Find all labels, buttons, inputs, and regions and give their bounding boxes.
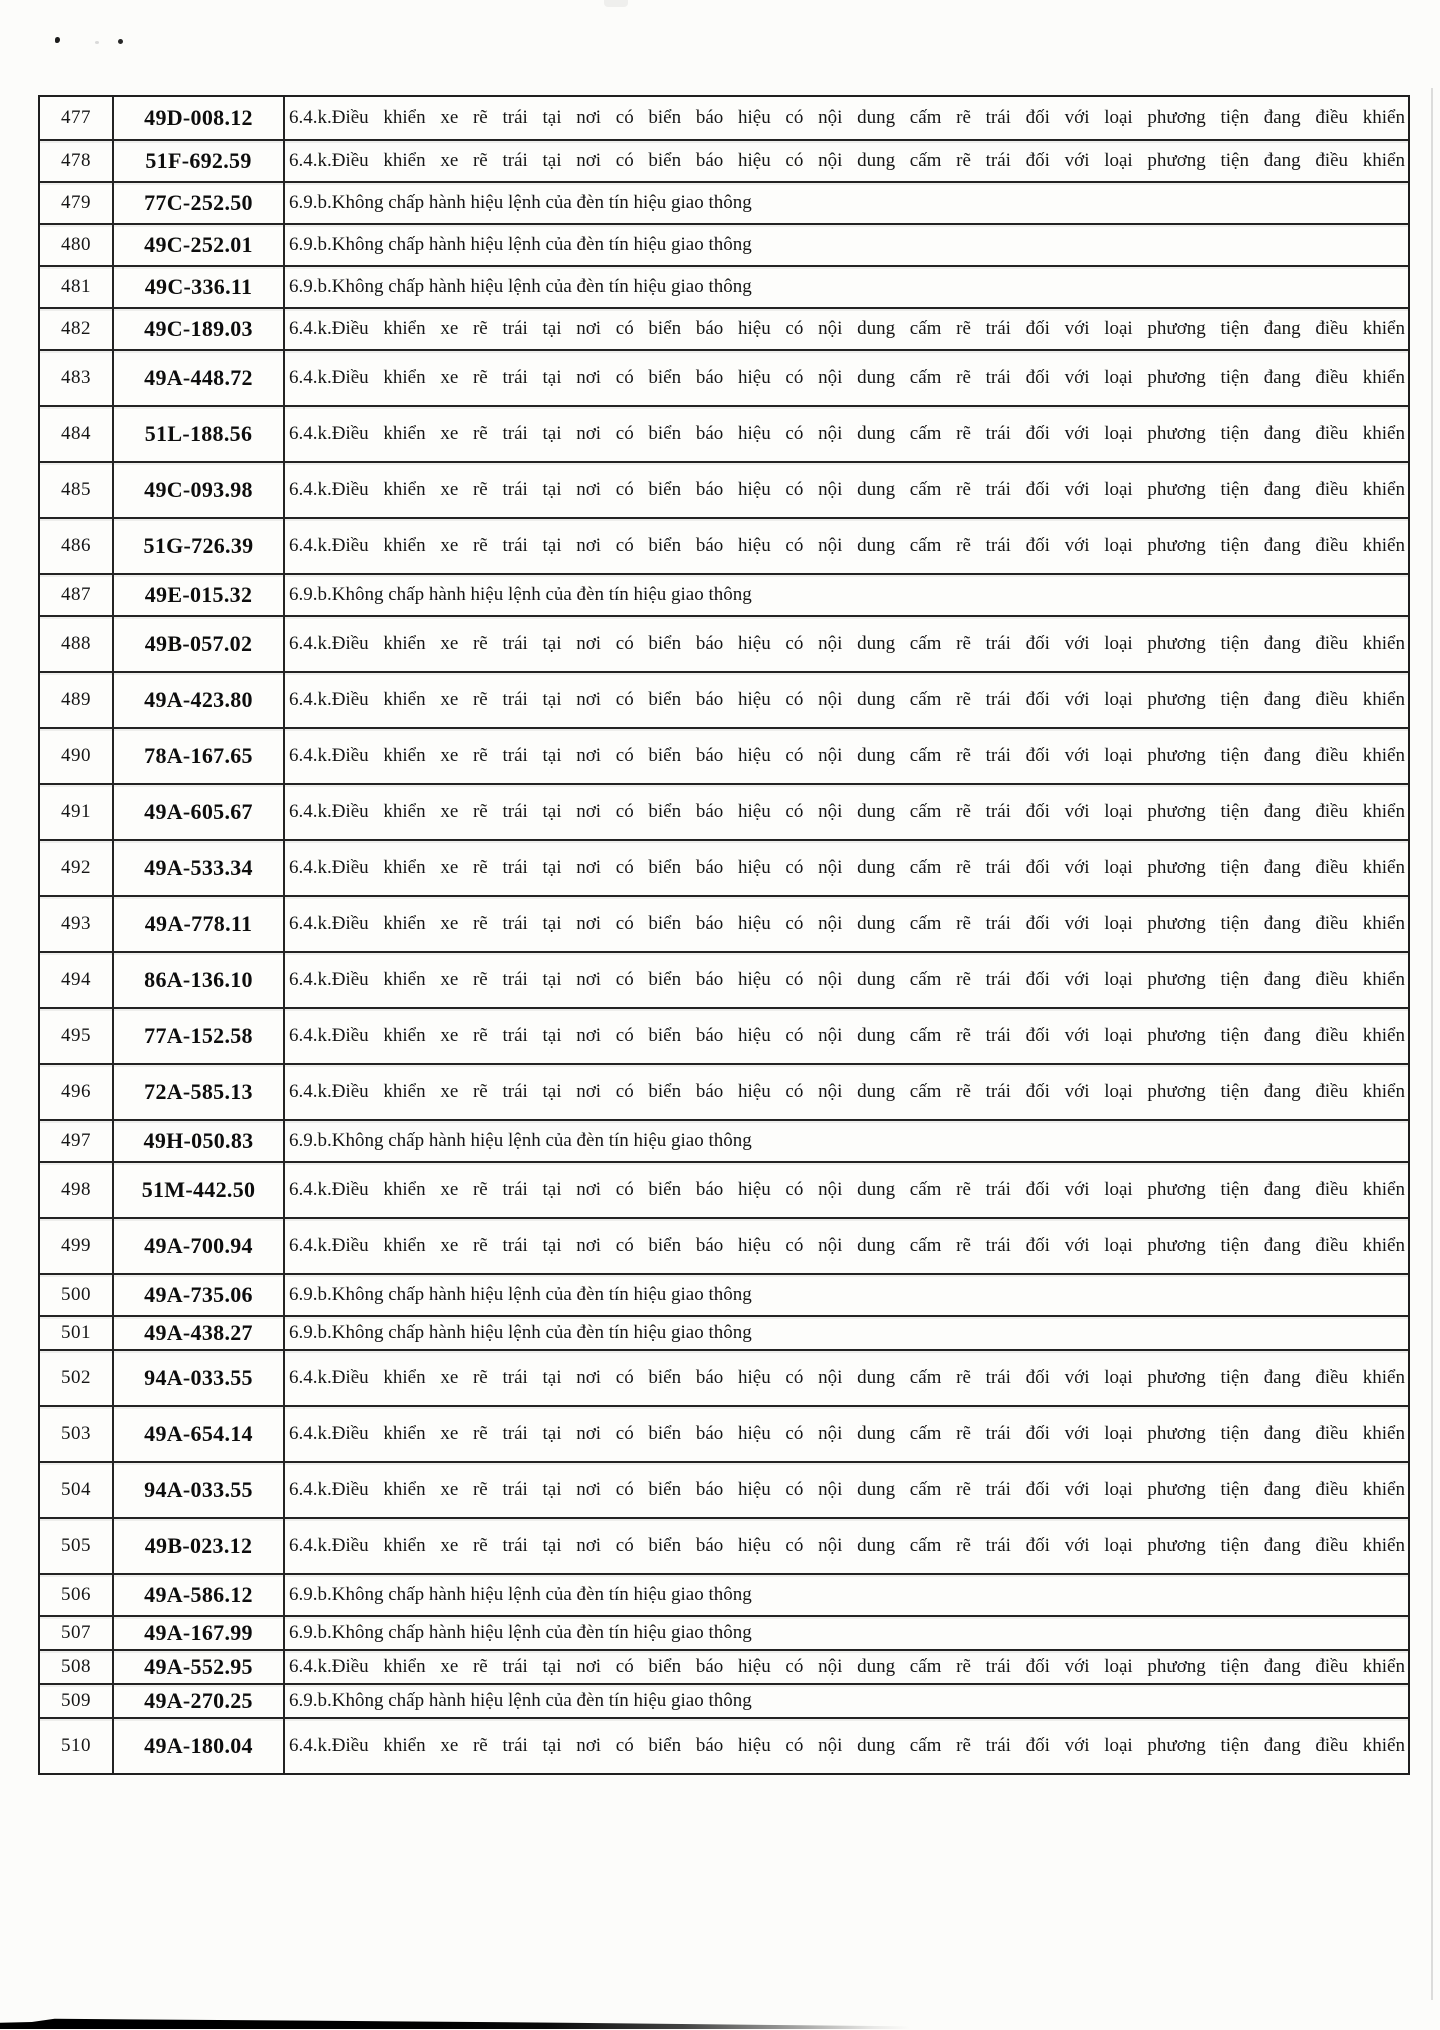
table-row: [40, 951, 1408, 1007]
row-number-cell: 489: [61, 689, 91, 710]
table-row: [40, 1119, 1408, 1161]
plate-cell: 49A-533.34: [112, 841, 285, 895]
violation-cell: 6.4.k.Điều khiển xe rẽ trái tại nơi có biển báo hiệu có nội dung cấm rẽ trái đối với loại phương tiện đang điều khiển: [289, 857, 1405, 879]
plate-cell: 49C-189.03: [112, 309, 285, 349]
plate-cell: 49A-700.94: [112, 1219, 285, 1273]
row-number-cell: 488: [61, 633, 91, 654]
table-row: [40, 1273, 1408, 1315]
table-row: [40, 1161, 1408, 1217]
scan-smudge-artifact: [604, 0, 628, 7]
table-row: [40, 1615, 1408, 1649]
row-number-cell: 484: [61, 423, 91, 444]
plate-cell: 94A-033.55: [112, 1351, 285, 1405]
table-row: [40, 307, 1408, 349]
row-number-cell: 490: [61, 745, 91, 766]
plate-cell: 51G-726.39: [112, 519, 285, 573]
table-row: [40, 1573, 1408, 1615]
row-number-cell: 497: [61, 1130, 91, 1151]
violation-cell: 6.4.k.Điều khiển xe rẽ trái tại nơi có biển báo hiệu có nội dung cấm rẽ trái đối với loại phương tiện đang điều khiển: [289, 969, 1405, 991]
violation-cell: 6.4.k.Điều khiển xe rẽ trái tại nơi có biển báo hiệu có nội dung cấm rẽ trái đối với loại phương tiện đang điều khiển: [289, 689, 1405, 711]
plate-cell: 51L-188.56: [112, 407, 285, 461]
violation-cell: 6.4.k.Điều khiển xe rẽ trái tại nơi có biển báo hiệu có nội dung cấm rẽ trái đối với loại phương tiện đang điều khiển: [289, 107, 1405, 129]
violation-cell: 6.4.k.Điều khiển xe rẽ trái tại nơi có biển báo hiệu có nội dung cấm rẽ trái đối với loại phương tiện đang điều khiển: [289, 479, 1405, 501]
table-row: [40, 1649, 1408, 1683]
violation-cell: 6.9.b.Không chấp hành hiệu lệnh của đèn tín hiệu giao thông: [289, 1622, 752, 1644]
table-row: [40, 839, 1408, 895]
row-number-cell: 487: [61, 584, 91, 605]
plate-cell: 49A-180.04: [112, 1719, 285, 1773]
row-number-cell: 506: [61, 1584, 91, 1605]
violation-cell: 6.4.k.Điều khiển xe rẽ trái tại nơi có biển báo hiệu có nội dung cấm rẽ trái đối với loại phương tiện đang điều khiển: [289, 801, 1405, 823]
row-number-cell: 485: [61, 479, 91, 500]
violation-cell: 6.9.b.Không chấp hành hiệu lệnh của đèn tín hiệu giao thông: [289, 1584, 752, 1606]
violation-cell: 6.9.b.Không chấp hành hiệu lệnh của đèn tín hiệu giao thông: [289, 276, 752, 298]
plate-cell: 78A-167.65: [112, 729, 285, 783]
violation-cell: 6.4.k.Điều khiển xe rẽ trái tại nơi có biển báo hiệu có nội dung cấm rẽ trái đối với loại phương tiện đang điều khiển: [289, 633, 1405, 655]
table-row: [40, 1683, 1408, 1717]
scan-dot-artifact: [118, 39, 123, 44]
plate-cell: 72A-585.13: [112, 1065, 285, 1119]
row-number-cell: 500: [61, 1284, 91, 1305]
row-number-cell: 496: [61, 1081, 91, 1102]
plate-cell: 49B-023.12: [112, 1519, 285, 1573]
violation-cell: 6.4.k.Điều khiển xe rẽ trái tại nơi có biển báo hiệu có nội dung cấm rẽ trái đối với loại phương tiện đang điều khiển: [289, 1081, 1405, 1103]
scan-dot-artifact: [55, 37, 60, 43]
table-row: [40, 1517, 1408, 1573]
plate-cell: 49B-057.02: [112, 617, 285, 671]
violation-cell: 6.4.k.Điều khiển xe rẽ trái tại nơi có biển báo hiệu có nội dung cấm rẽ trái đối với loại phương tiện đang điều khiển: [289, 1423, 1405, 1445]
violation-cell: 6.9.b.Không chấp hành hiệu lệnh của đèn tín hiệu giao thông: [289, 192, 752, 214]
row-number-cell: 481: [61, 276, 91, 297]
plate-cell: 49A-423.80: [112, 673, 285, 727]
plate-cell: 51F-692.59: [112, 141, 285, 181]
row-number-cell: 479: [61, 192, 91, 213]
row-number-cell: 478: [61, 150, 91, 171]
table-row: [40, 1063, 1408, 1119]
page-edge-scan-line: [1431, 88, 1433, 2000]
table-row: [40, 265, 1408, 307]
violation-cell: 6.4.k.Điều khiển xe rẽ trái tại nơi có biển báo hiệu có nội dung cấm rẽ trái đối với loại phương tiện đang điều khiển: [289, 745, 1405, 767]
violation-cell: 6.4.k.Điều khiển xe rẽ trái tại nơi có biển báo hiệu có nội dung cấm rẽ trái đối với loại phương tiện đang điều khiển: [289, 367, 1405, 389]
plate-cell: 77A-152.58: [112, 1009, 285, 1063]
plate-cell: 49A-438.27: [112, 1317, 285, 1349]
table-row: [40, 573, 1408, 615]
row-number-cell: 483: [61, 367, 91, 388]
table-row: [40, 1315, 1408, 1349]
violation-cell: 6.4.k.Điều khiển xe rẽ trái tại nơi có biển báo hiệu có nội dung cấm rẽ trái đối với loại phương tiện đang điều khiển: [289, 1535, 1405, 1557]
row-number-cell: 482: [61, 318, 91, 339]
table-row: [40, 1217, 1408, 1273]
violation-cell: 6.9.b.Không chấp hành hiệu lệnh của đèn tín hiệu giao thông: [289, 1322, 752, 1344]
row-number-cell: 505: [61, 1535, 91, 1556]
plate-cell: 51M-442.50: [112, 1163, 285, 1217]
violations-table-body: [40, 97, 1408, 1773]
violation-cell: 6.4.k.Điều khiển xe rẽ trái tại nơi có biển báo hiệu có nội dung cấm rẽ trái đối với loại phương tiện đang điều khiển: [289, 1367, 1405, 1389]
plate-cell: 49C-336.11: [112, 267, 285, 307]
row-number-cell: 510: [61, 1735, 91, 1756]
table-row: [40, 461, 1408, 517]
plate-cell: 86A-136.10: [112, 953, 285, 1007]
plate-cell: 49A-586.12: [112, 1575, 285, 1615]
violation-cell: 6.9.b.Không chấp hành hiệu lệnh của đèn tín hiệu giao thông: [289, 1130, 752, 1152]
violation-cell: 6.4.k.Điều khiển xe rẽ trái tại nơi có biển báo hiệu có nội dung cấm rẽ trái đối với loại phương tiện đang điều khiển: [289, 1235, 1405, 1257]
row-number-cell: 491: [61, 801, 91, 822]
violation-cell: 6.4.k.Điều khiển xe rẽ trái tại nơi có biển báo hiệu có nội dung cấm rẽ trái đối với loại phương tiện đang điều khiển: [289, 423, 1405, 445]
plate-cell: 94A-033.55: [112, 1463, 285, 1517]
table-row: [40, 517, 1408, 573]
violation-cell: 6.4.k.Điều khiển xe rẽ trái tại nơi có biển báo hiệu có nội dung cấm rẽ trái đối với loại phương tiện đang điều khiển: [289, 1479, 1405, 1501]
violation-cell: 6.4.k.Điều khiển xe rẽ trái tại nơi có biển báo hiệu có nội dung cấm rẽ trái đối với loại phương tiện đang điều khiển: [289, 535, 1405, 557]
row-number-cell: 509: [61, 1690, 91, 1711]
table-row: [40, 671, 1408, 727]
violation-cell: 6.9.b.Không chấp hành hiệu lệnh của đèn tín hiệu giao thông: [289, 234, 752, 256]
table-row: [40, 615, 1408, 671]
row-number-cell: 495: [61, 1025, 91, 1046]
plate-cell: 49C-252.01: [112, 225, 285, 265]
plate-cell: 49A-735.06: [112, 1275, 285, 1315]
plate-cell: 49A-552.95: [112, 1651, 285, 1683]
violation-cell: 6.4.k.Điều khiển xe rẽ trái tại nơi có biển báo hiệu có nội dung cấm rẽ trái đối với loại phương tiện đang điều khiển: [289, 1179, 1405, 1201]
violation-cell: 6.4.k.Điều khiển xe rẽ trái tại nơi có biển báo hiệu có nội dung cấm rẽ trái đối với loại phương tiện đang điều khiển: [289, 1735, 1405, 1757]
violation-cell: 6.9.b.Không chấp hành hiệu lệnh của đèn tín hiệu giao thông: [289, 584, 752, 606]
violation-cell: 6.4.k.Điều khiển xe rẽ trái tại nơi có biển báo hiệu có nội dung cấm rẽ trái đối với loại phương tiện đang điều khiển: [289, 913, 1405, 935]
violation-cell: 6.4.k.Điều khiển xe rẽ trái tại nơi có biển báo hiệu có nội dung cấm rẽ trái đối với loại phương tiện đang điều khiển: [289, 1656, 1405, 1678]
row-number-cell: 480: [61, 234, 91, 255]
table-row: [40, 1461, 1408, 1517]
row-number-cell: 504: [61, 1479, 91, 1500]
plate-cell: 49A-270.25: [112, 1685, 285, 1717]
table-row: [40, 783, 1408, 839]
violation-cell: 6.9.b.Không chấp hành hiệu lệnh của đèn tín hiệu giao thông: [289, 1690, 752, 1712]
row-number-cell: 503: [61, 1423, 91, 1444]
row-number-cell: 486: [61, 535, 91, 556]
plate-cell: 49H-050.83: [112, 1121, 285, 1161]
row-number-cell: 494: [61, 969, 91, 990]
row-number-cell: 498: [61, 1179, 91, 1200]
scan-edge-black-bar: [0, 2017, 910, 2029]
table-row: [40, 349, 1408, 405]
plate-cell: 49A-167.99: [112, 1617, 285, 1649]
scan-speck-artifact: [95, 41, 99, 44]
table-row: [40, 97, 1408, 139]
table-row: [40, 895, 1408, 951]
row-number-cell: 493: [61, 913, 91, 934]
row-number-cell: 477: [61, 107, 91, 128]
row-number-cell: 508: [61, 1656, 91, 1677]
plate-cell: 49A-605.67: [112, 785, 285, 839]
violation-cell: 6.4.k.Điều khiển xe rẽ trái tại nơi có biển báo hiệu có nội dung cấm rẽ trái đối với loại phương tiện đang điều khiển: [289, 150, 1405, 172]
plate-cell: 49A-654.14: [112, 1407, 285, 1461]
row-number-cell: 499: [61, 1235, 91, 1256]
violation-cell: 6.4.k.Điều khiển xe rẽ trái tại nơi có biển báo hiệu có nội dung cấm rẽ trái đối với loại phương tiện đang điều khiển: [289, 318, 1405, 340]
table-row: [40, 1007, 1408, 1063]
plate-cell: 49A-778.11: [112, 897, 285, 951]
plate-cell: 49D-008.12: [112, 97, 285, 139]
row-number-cell: 502: [61, 1367, 91, 1388]
violations-table: [38, 95, 1410, 1775]
plate-cell: 77C-252.50: [112, 183, 285, 223]
table-row: [40, 405, 1408, 461]
violation-cell: 6.9.b.Không chấp hành hiệu lệnh của đèn tín hiệu giao thông: [289, 1284, 752, 1306]
row-number-cell: 507: [61, 1622, 91, 1643]
table-row: [40, 181, 1408, 223]
row-number-cell: 501: [61, 1322, 91, 1343]
table-row: [40, 223, 1408, 265]
plate-cell: 49A-448.72: [112, 351, 285, 405]
violation-cell: 6.4.k.Điều khiển xe rẽ trái tại nơi có biển báo hiệu có nội dung cấm rẽ trái đối với loại phương tiện đang điều khiển: [289, 1025, 1405, 1047]
table-row: [40, 727, 1408, 783]
row-number-cell: 492: [61, 857, 91, 878]
table-row: [40, 1349, 1408, 1405]
plate-cell: 49C-093.98: [112, 463, 285, 517]
table-row: [40, 139, 1408, 181]
table-row: [40, 1405, 1408, 1461]
plate-cell: 49E-015.32: [112, 575, 285, 615]
table-row: [40, 1717, 1408, 1773]
